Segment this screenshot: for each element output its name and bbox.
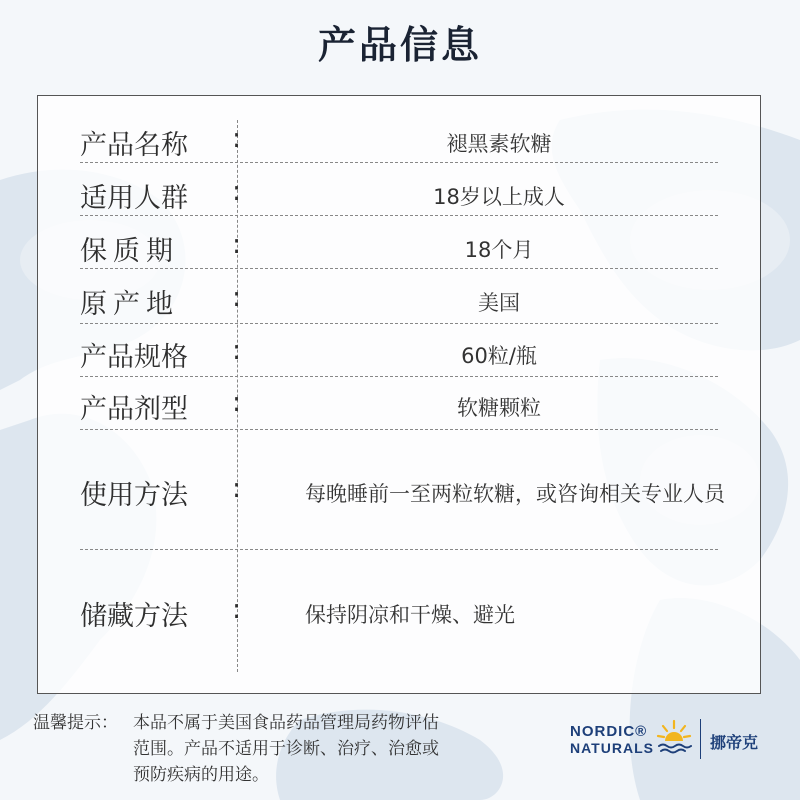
row-value: 60粒/瓶	[461, 344, 537, 368]
row-separator	[80, 376, 718, 377]
product-info-box	[37, 95, 761, 694]
row-label: 储藏方法	[80, 601, 188, 632]
brand-chinese-name: 挪帝克	[710, 733, 759, 752]
row-separator	[80, 268, 718, 269]
brand-logo	[570, 715, 770, 765]
row-value: 美国	[478, 291, 520, 315]
disclaimer-body	[133, 710, 523, 788]
disclaimer-line: 范围。产品不适用于诊断、治疗、治愈或	[133, 739, 439, 759]
row-label: 使用方法	[80, 480, 188, 511]
row-value: 18岁以上成人	[433, 185, 565, 209]
row-label: 产品规格	[80, 342, 188, 373]
logo-divider	[700, 719, 701, 759]
row-label: 产品剂型	[80, 394, 188, 425]
row-separator	[80, 323, 718, 324]
row-colon: :	[232, 123, 242, 154]
row-separator	[80, 549, 718, 550]
row-colon: :	[232, 473, 242, 504]
disclaimer-line: 预防疾病的用途。	[133, 765, 269, 785]
brand-name-line1: NORDIC®	[570, 723, 648, 740]
sun-wave-icon	[656, 717, 692, 759]
row-separator	[80, 162, 718, 163]
row-label: 保质期	[80, 236, 179, 267]
disclaimer-prefix: 温馨提示：	[33, 713, 118, 733]
row-value: 保持阴凉和干燥、避光	[305, 603, 515, 627]
brand-name-line2: NATURALS	[570, 740, 654, 756]
row-colon: :	[232, 229, 242, 260]
row-value: 18个月	[464, 238, 534, 262]
row-value: 软糖颗粒	[457, 396, 541, 420]
row-value: 褪黑素软糖	[446, 132, 552, 156]
row-colon: :	[232, 335, 242, 366]
row-label: 产品名称	[80, 130, 188, 161]
row-separator	[80, 429, 718, 430]
page-title: 产品信息	[317, 23, 482, 67]
row-value: 每晚睡前一至两粒软糖，或咨询相关专业人员	[305, 482, 725, 506]
row-colon: :	[232, 594, 242, 625]
row-separator	[80, 215, 718, 216]
disclaimer-line: 本品不属于美国食品药品管理局药物评估	[133, 713, 439, 733]
row-colon: :	[232, 387, 242, 418]
row-label: 原产地	[80, 289, 179, 320]
row-label: 适用人群	[80, 183, 188, 214]
row-colon: :	[232, 282, 242, 313]
row-colon: :	[232, 176, 242, 207]
